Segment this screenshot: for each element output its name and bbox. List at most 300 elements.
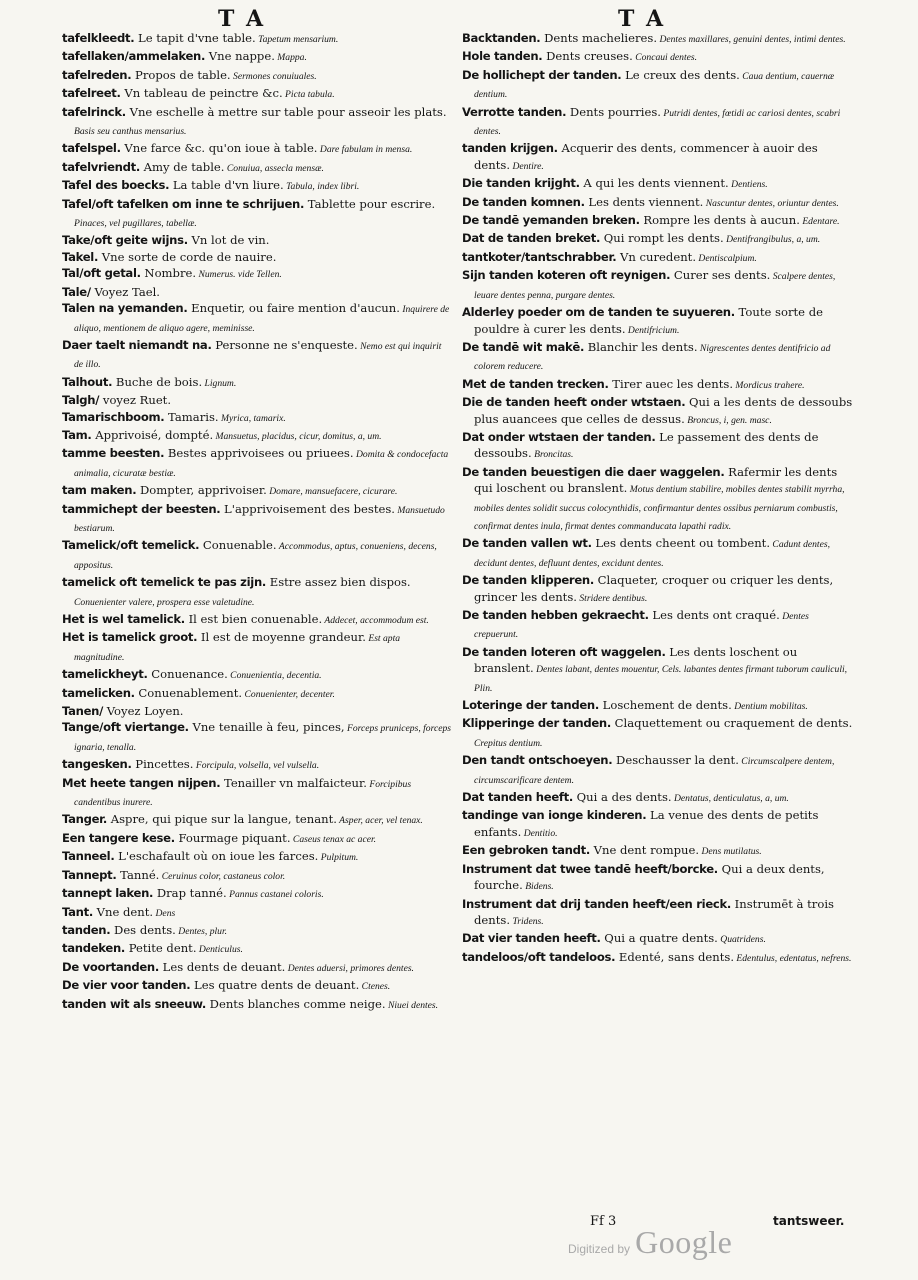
french-gloss: Les dents ont craqué.: [648, 608, 780, 622]
latin-gloss: Broncitas.: [531, 449, 574, 461]
headword: tamelick oft temelick te pas zijn.: [62, 575, 267, 590]
french-gloss: La table d'vn liure.: [169, 178, 284, 193]
headword: De tanden beuestigen die daer waggelen.: [462, 464, 725, 479]
french-gloss: Aspre, qui pique sur la langue, tenant.: [107, 812, 337, 827]
running-head-left: T A: [218, 6, 266, 32]
french-gloss: L'apprivoisement des bestes.: [220, 501, 395, 516]
dictionary-entry: [462, 212, 854, 230]
dictionary-entry: [62, 409, 452, 427]
headword: De voortanden.: [62, 959, 159, 974]
french-gloss: Tamaris.: [164, 409, 219, 424]
dictionary-entry: [62, 48, 452, 66]
dictionary-entry: [62, 392, 452, 408]
dictionary-entry: [462, 194, 854, 212]
dictionary-entry: [462, 464, 854, 536]
dictionary-entry: [462, 789, 854, 807]
dictionary-entry: [62, 374, 452, 392]
dictionary-entry: [62, 159, 452, 177]
left-column: [62, 30, 452, 1014]
dictionary-entry: [62, 775, 452, 812]
headword: Tam.: [62, 427, 92, 442]
headword: Take/oft geite wijns.: [62, 233, 188, 248]
headword: tamelickheyt.: [62, 667, 148, 682]
dictionary-entry: [462, 807, 854, 842]
headword: Met de tanden trecken.: [462, 376, 609, 391]
french-gloss: Vn lot de vin.: [187, 233, 270, 248]
dictionary-entry: [462, 572, 854, 607]
headword: tandeloos/oft tandeloos.: [462, 949, 616, 964]
latin-gloss: Dare fabulam in mensa.: [317, 144, 413, 156]
headword: tandinge van ionge kinderen.: [462, 808, 647, 823]
french-gloss: Qui a quatre dents.: [600, 931, 718, 946]
french-gloss: Rafermir les dents qui loschent ou branslent.: [474, 464, 838, 496]
french-gloss: Toute sorte de pouldre à curer les dents.: [474, 305, 824, 336]
french-gloss: Fourmage piquant.: [174, 830, 291, 845]
french-gloss: Personne ne s'enqueste.: [211, 337, 358, 352]
dictionary-entry: [62, 885, 452, 903]
headword: Tanger.: [62, 812, 108, 827]
headword: Het is wel tamelick.: [62, 612, 185, 626]
headword: De tandē yemanden breken.: [462, 213, 640, 228]
french-gloss: Vne dent rompue.: [589, 843, 700, 858]
headword: Talhout.: [62, 374, 113, 389]
headword: tafelrinck.: [62, 104, 126, 119]
headword: Instrument dat drij tanden heeft/een rieck.: [462, 896, 731, 911]
headword: tanden.: [62, 922, 111, 937]
french-gloss: Dents machelieres.: [540, 31, 658, 45]
dictionary-entry: [462, 230, 854, 248]
french-gloss: Nombre.: [140, 266, 197, 281]
latin-gloss: Motus dentium stabilire, mobiles dentes stabilit myrrha, mobiles dentes solidit succus colocynthidis, confirmantur dentes ossibus perniarum combustis, confirmat dentes inula, firmat dentes commanducata lapathi radix.: [474, 484, 845, 532]
headword: Die tanden krijght.: [462, 176, 580, 191]
french-gloss: Edenté, sans dents.: [615, 949, 734, 964]
catchword: tantsweer.: [773, 1214, 845, 1228]
dictionary-entry: [462, 175, 854, 193]
latin-gloss: Dentire.: [510, 160, 544, 172]
headword: Met heete tangen nijpen.: [62, 775, 221, 790]
dictionary-entry: [62, 85, 452, 103]
dictionary-entry: [62, 284, 452, 300]
french-gloss: Tanné.: [116, 867, 160, 882]
latin-gloss: Ctenes.: [359, 981, 391, 993]
headword: Een tangere kese.: [62, 830, 175, 845]
french-gloss: L'eschafault où on ioue les farces.: [114, 849, 319, 864]
google-logo: Google: [635, 1224, 733, 1260]
latin-gloss: Picta tabula.: [282, 89, 335, 101]
headword: tammichept der beesten.: [62, 501, 221, 516]
french-gloss: Dompter, apprivoiser.: [136, 483, 267, 498]
latin-gloss: Pinaces, vel pugillares, tabellæ.: [74, 218, 197, 230]
running-head-right: T A: [618, 6, 666, 32]
headword: De tanden loteren oft waggelen.: [462, 644, 666, 659]
latin-gloss: Mappa.: [274, 52, 307, 64]
headword: Dat onder wtstaen der tanden.: [462, 429, 656, 444]
latin-gloss: Caua dentium, cauernæ dentium.: [474, 70, 835, 101]
headword: De vier voor tanden.: [62, 978, 191, 993]
french-gloss: Voyez Loyen.: [103, 704, 184, 719]
french-gloss: Qui rompt les dents.: [600, 231, 724, 246]
dictionary-entry: [62, 756, 452, 774]
headword: Dat vier tanden heeft.: [462, 931, 601, 946]
dictionary-entry: [62, 427, 452, 445]
french-gloss: Rompre les dents à aucun.: [639, 213, 800, 228]
french-gloss: Tablette pour escrire.: [304, 196, 436, 211]
latin-gloss: Forcipula, volsella, vel vulsella.: [193, 760, 320, 772]
headword: Den tandt ontschoeyen.: [462, 753, 613, 768]
headword: Talen na yemanden.: [62, 301, 188, 316]
french-gloss: Propos de table.: [131, 67, 231, 82]
latin-gloss: Putridi dentes, fœtidi ac cariosi dentes, scabri dentes.: [474, 107, 841, 138]
latin-gloss: Dentatus, denticulatus, a, um.: [671, 793, 789, 805]
latin-gloss: Crepitus dentium.: [474, 737, 543, 749]
french-gloss: Les quatre dents de deuant.: [190, 978, 360, 993]
headword: Tanen/: [62, 704, 104, 719]
latin-gloss: Est apta magnitudine.: [74, 633, 401, 663]
latin-gloss: Myrica, tamarix.: [218, 412, 286, 424]
headword: Tafel des boecks.: [62, 178, 170, 193]
latin-gloss: Tapetum mensarium.: [255, 34, 339, 45]
latin-gloss: Accommodus, aptus, conueniens, decens, appositus.: [74, 541, 437, 571]
latin-gloss: Tabula, index libri.: [283, 181, 360, 193]
french-gloss: Bestes apprivoisees ou priuees.: [164, 446, 354, 461]
latin-gloss: Forcipibus candentibus inurere.: [74, 778, 412, 809]
headword: tafelvriendt.: [62, 159, 140, 174]
french-gloss: Dents pourries.: [566, 104, 661, 119]
latin-gloss: Domare, mansuefacere, cicurare.: [266, 486, 398, 498]
headword: Takel.: [62, 249, 99, 264]
french-gloss: Drap tanné.: [153, 886, 227, 901]
headword: Tamelick/oft temelick.: [62, 538, 200, 553]
french-gloss: Vne nappe.: [205, 49, 275, 64]
latin-gloss: Tridens.: [510, 915, 544, 927]
headword: Tannept.: [62, 867, 117, 882]
headword: Instrument dat twee tandē heeft/borcke.: [462, 861, 718, 876]
french-gloss: Dents creuses.: [542, 49, 633, 64]
dictionary-entry: [462, 30, 854, 48]
headword: Hole tanden.: [462, 49, 543, 64]
headword: De tandē wit makē.: [462, 339, 585, 354]
dictionary-entry: [62, 611, 452, 629]
french-gloss: Vne dent.: [92, 904, 154, 919]
latin-gloss: Dentitio.: [521, 827, 558, 839]
latin-gloss: Lignum.: [202, 377, 237, 389]
dictionary-entry: [462, 339, 854, 376]
french-gloss: Claquettement ou craquement de dents.: [611, 716, 853, 731]
dictionary-entry: [62, 232, 452, 248]
french-gloss: Apprivoisé, dompté.: [91, 427, 214, 442]
latin-gloss: Basis seu canthus mensarius.: [74, 126, 187, 138]
dictionary-entry: [62, 104, 452, 141]
headword: tannept laken.: [62, 886, 154, 901]
french-gloss: Les dents de deuant.: [158, 959, 286, 974]
french-gloss: Instrumēt à trois dents.: [474, 896, 834, 927]
latin-gloss: Edentulus, edentatus, nefrens.: [734, 952, 852, 964]
french-gloss: Buche de bois.: [112, 374, 203, 389]
french-gloss: Conuenable.: [199, 538, 277, 553]
french-gloss: Dents blanches comme neige.: [205, 996, 386, 1011]
latin-gloss: Mansuetudo bestiarum.: [74, 504, 445, 534]
headword: tafelspel.: [62, 141, 121, 156]
latin-gloss: Scalpere dentes, leuare dentes penna, purgare dentes.: [474, 271, 836, 301]
latin-gloss: Nigrescentes dentes dentifricio ad colorem reducere.: [474, 342, 831, 373]
latin-gloss: Addecet, accommodum est.: [322, 615, 429, 626]
latin-gloss: Bidens.: [522, 881, 554, 893]
latin-gloss: Dens mutilatus.: [699, 846, 762, 858]
dictionary-entry: [62, 867, 452, 885]
dictionary-entry: [462, 715, 854, 752]
headword: Tanneel.: [62, 849, 115, 864]
dictionary-entry: [62, 140, 452, 158]
dictionary-entry: [462, 249, 854, 267]
french-gloss: Le creux des dents.: [621, 67, 740, 82]
latin-gloss: Dentiens.: [728, 179, 768, 191]
french-gloss: Vne eschelle à mettre sur table pour asseoir les plats.: [125, 104, 447, 119]
dictionary-entry: [462, 930, 854, 948]
dictionary-entry: [62, 996, 452, 1014]
dictionary-entry: [62, 482, 452, 500]
latin-gloss: Dentes labant, dentes mouentur, Cels. labantes dentes firmant tuborum cauliculi, Plin.: [474, 664, 848, 694]
french-gloss: Amy de table.: [139, 159, 225, 174]
dictionary-entry: [462, 697, 854, 715]
french-gloss: Des dents.: [110, 922, 176, 937]
headword: Tale/: [62, 284, 91, 299]
latin-gloss: Ceruinus color, castaneus color.: [159, 870, 286, 882]
latin-gloss: Mansuetus, placidus, cicur, domitus, a, um.: [213, 430, 382, 442]
headword: tafellaken/ammelaken.: [62, 49, 206, 64]
dictionary-entry: [62, 703, 452, 719]
french-gloss: voyez Ruet.: [99, 393, 172, 408]
headword: Die de tanden heeft onder wtstaen.: [462, 395, 686, 410]
dictionary-entry: [62, 977, 452, 995]
latin-gloss: Sermones conuiuales.: [230, 70, 317, 82]
headword: Sijn tanden koteren oft reynigen.: [462, 268, 671, 283]
headword: Daer taelt niemandt na.: [62, 337, 212, 352]
latin-gloss: Dentifricium.: [625, 324, 680, 336]
french-gloss: Tenailler vn malfaicteur.: [220, 775, 367, 790]
dictionary-entry: [62, 574, 452, 611]
latin-gloss: Dentes aduersi, primores dentes.: [285, 962, 414, 974]
headword: Tamarischboom.: [62, 409, 165, 424]
dictionary-entry: [462, 48, 854, 66]
dictionary-entry: [462, 896, 854, 931]
latin-gloss: Conuenientia, decentia.: [227, 670, 322, 682]
latin-gloss: Dentes crepuerunt.: [474, 611, 809, 641]
french-gloss: Vne farce &c. qu'on ioue à table.: [120, 141, 318, 156]
headword: Dat de tanden breket.: [462, 231, 601, 246]
dictionary-entry: [62, 666, 452, 684]
headword: tam maken.: [62, 483, 137, 498]
french-gloss: Il est de moyenne grandeur.: [197, 630, 366, 645]
latin-gloss: Dentes, plur.: [175, 925, 228, 937]
headword: Alderley poeder om de tanden te suyueren.: [462, 305, 735, 320]
french-gloss: Curer ses dents.: [670, 268, 771, 283]
latin-gloss: Domita & condocefacta animalia, cicuratæ bestiæ.: [74, 449, 449, 479]
french-gloss: Loschement de dents.: [598, 698, 732, 713]
latin-gloss: Niuei dentes.: [385, 999, 439, 1011]
french-gloss: Conuenance.: [147, 667, 228, 682]
latin-gloss: Caseus tenax ac acer.: [290, 833, 377, 845]
signature-mark: Ff 3: [590, 1214, 617, 1229]
dictionary-entry: [462, 949, 854, 967]
watermark-prefix: Digitized by: [568, 1242, 631, 1256]
french-gloss: Enquetir, ou faire mention d'aucun.: [187, 301, 400, 316]
latin-gloss: Cadunt dentes, decidunt dentes, defluunt dentes, excidunt dentes.: [474, 539, 830, 569]
latin-gloss: Stridere dentibus.: [576, 592, 648, 604]
headword: Tafel/oft tafelken om inne te schrijuen.: [62, 196, 305, 211]
french-gloss: Vne tenaille à feu, pinces,: [188, 720, 345, 735]
latin-gloss: Conuiua, assecla mensæ.: [224, 162, 324, 174]
headword: tantkoter/tantschrabber.: [462, 249, 617, 264]
latin-gloss: Broncus, i, gen. masc.: [684, 414, 772, 426]
dictionary-entry: [462, 394, 854, 429]
headword: tamelicken.: [62, 685, 135, 700]
dictionary-entry: [462, 535, 854, 572]
french-gloss: Tirer auec les dents.: [608, 376, 734, 391]
latin-gloss: Circumscalpere dentem, circumscarificare dentem.: [474, 756, 835, 786]
dictionary-entry: [62, 445, 452, 482]
headword: Het is tamelick groot.: [62, 630, 198, 645]
headword: Klipperinge der tanden.: [462, 716, 611, 731]
french-gloss: Il est bien conuenable.: [184, 612, 323, 626]
dictionary-entry: [62, 249, 452, 265]
french-gloss: A qui les dents viennent.: [579, 176, 729, 191]
french-gloss: Estre assez bien dispos.: [266, 575, 411, 590]
dictionary-entry: [462, 842, 854, 860]
latin-gloss: Dentium mobilitas.: [731, 701, 808, 713]
latin-gloss: Dentes maxillares, genuini dentes, intimi dentes.: [657, 34, 846, 45]
dictionary-entry: [62, 177, 452, 195]
dictionary-entry: [462, 267, 854, 304]
headword: Loteringe der tanden.: [462, 698, 599, 713]
dictionary-entry: [62, 848, 452, 866]
latin-gloss: Dentiscalpium.: [696, 252, 757, 264]
dictionary-entry: [62, 300, 452, 337]
latin-gloss: Numerus. vide Tellen.: [196, 269, 282, 281]
latin-gloss: Edentare.: [799, 216, 840, 228]
french-gloss: Deschausser la dent.: [612, 753, 739, 768]
headword: De tanden komnen.: [462, 194, 585, 209]
dictionary-entry: [62, 719, 452, 756]
dictionary-entry: [462, 861, 854, 896]
dictionary-entry: [462, 304, 854, 339]
headword: tanden krijgen.: [462, 141, 558, 156]
headword: De tanden klipperen.: [462, 573, 594, 588]
french-gloss: Vn tableau de peinctre &c.: [120, 86, 283, 101]
french-gloss: Qui a les dents de dessoubs plus auancees que celles de dessus.: [474, 395, 853, 426]
french-gloss: Les dents cheent ou tombent.: [591, 536, 771, 551]
dictionary-entry: [62, 959, 452, 977]
headword: tamme beesten.: [62, 446, 165, 461]
latin-gloss: Nascuntur dentes, oriuntur dentes.: [703, 197, 839, 209]
dictionary-entry: [62, 922, 452, 940]
french-gloss: Les dents viennent.: [584, 194, 704, 209]
right-column: [462, 30, 854, 967]
french-gloss: Le tapit d'vne table.: [134, 31, 256, 45]
dictionary-entry: [462, 104, 854, 141]
french-gloss: Les dents loschent ou branslent.: [474, 644, 798, 676]
dictionary-entry: [62, 685, 452, 703]
dictionary-entry: [62, 501, 452, 538]
headword: Backtanden.: [462, 31, 541, 45]
headword: De tanden vallen wt.: [462, 536, 592, 551]
dictionary-entry: [62, 67, 452, 85]
dictionary-entry: [62, 904, 452, 922]
dictionary-entry: [462, 67, 854, 104]
latin-gloss: Inquirere de aliquo, mentionem de aliquo agere, meminisse.: [74, 304, 450, 334]
dictionary-entry: [462, 752, 854, 789]
french-gloss: Qui a des dents.: [572, 790, 672, 805]
french-gloss: Vn curedent.: [616, 249, 697, 264]
headword: tafelkleedt.: [62, 31, 135, 45]
headword: De tanden hebben gekraecht.: [462, 608, 649, 622]
headword: tandeken.: [62, 941, 126, 956]
dictionary-entry: [62, 30, 452, 48]
latin-gloss: Pulpitum.: [318, 852, 359, 864]
french-gloss: Le passement des dents de dessoubs.: [474, 429, 819, 461]
headword: De hollichept der tanden.: [462, 67, 622, 82]
french-gloss: La venue des dents de petits enfants.: [474, 808, 819, 839]
headword: tafelreet.: [62, 86, 121, 101]
dictionary-entry: [62, 537, 452, 574]
dictionary-entry: [62, 196, 452, 233]
latin-gloss: Dens: [153, 907, 176, 919]
headword: tanden wit als sneeuw.: [62, 996, 206, 1011]
latin-gloss: Nemo est qui inquirit de illo.: [74, 340, 442, 371]
dictionary-entry: [62, 940, 452, 958]
french-gloss: Qui a deux dents, fourche.: [474, 861, 825, 893]
latin-gloss: Asper, acer, vel tenax.: [336, 815, 423, 827]
latin-gloss: Dentifrangibulus, a, um.: [723, 234, 821, 246]
french-gloss: Voyez Tael.: [90, 284, 160, 299]
headword: Tange/oft viertange.: [62, 720, 189, 735]
french-gloss: Claqueter, croquer ou criquer les dents, grincer les dents.: [474, 573, 834, 604]
latin-gloss: Mordicus trahere.: [733, 379, 805, 391]
latin-gloss: Denticulus.: [196, 944, 243, 956]
dictionary-entry: [462, 607, 854, 644]
dictionary-entry: [462, 429, 854, 464]
dictionary-entry: [462, 644, 854, 697]
french-gloss: Pincettes.: [131, 757, 194, 772]
headword: Tal/oft getal.: [62, 266, 141, 281]
latin-gloss: Pannus castanei coloris.: [226, 889, 324, 901]
french-gloss: Vne sorte de corde de nauire.: [98, 249, 277, 264]
headword: tafelreden.: [62, 67, 132, 82]
headword: Verrotte tanden.: [462, 104, 567, 119]
dictionary-entry: [62, 830, 452, 848]
headword: Een gebroken tandt.: [462, 843, 590, 858]
french-gloss: Petite dent.: [125, 941, 197, 956]
latin-gloss: Quatridens.: [717, 934, 766, 946]
dictionary-entry: [462, 376, 854, 394]
french-gloss: Blanchir les dents.: [584, 339, 698, 354]
latin-gloss: Conuenienter, decenter.: [242, 688, 335, 700]
headword: Dat tanden heeft.: [462, 790, 573, 805]
dictionary-entry: [62, 629, 452, 666]
headword: Talgh/: [62, 393, 100, 408]
headword: Tant.: [62, 904, 93, 919]
dictionary-entry: [462, 140, 854, 175]
dictionary-entry: [62, 337, 452, 374]
dictionary-entry: [62, 811, 452, 829]
latin-gloss: Conuenienter valere, prospera esse valetudine.: [74, 596, 255, 608]
french-gloss: Conuenablement.: [134, 685, 243, 700]
headword: tangesken.: [62, 757, 132, 772]
google-watermark: [568, 1224, 732, 1261]
latin-gloss: Concaui dentes.: [632, 52, 698, 64]
latin-gloss: Forceps pruniceps, forceps ignaria, tenalla.: [74, 723, 452, 753]
dictionary-entry: [62, 265, 452, 283]
french-gloss: Acquerir des dents, commencer à auoir des dents.: [474, 141, 818, 172]
